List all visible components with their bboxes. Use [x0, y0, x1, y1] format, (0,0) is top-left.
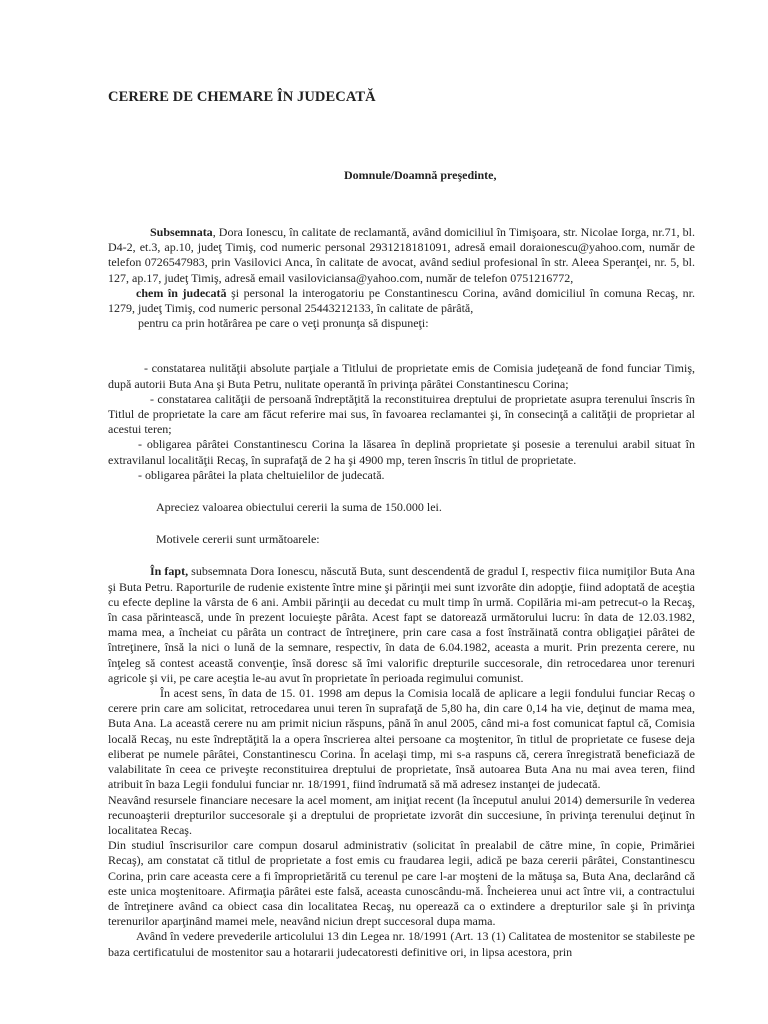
request-item: - constatarea calităţii de persoană îndreptăţită la reconstituirea dreptului de proprietate asupra terenului înscris în Titlul de proprietate la care am făcut referire mai sus, în favoarea reclamantei şi, în consecinţă a calităţii de proprietar al acestui teren; [108, 391, 695, 437]
subsemnata-label: Subsemnata [150, 225, 213, 239]
request-item: - constatarea nulităţii absolute parţiale a Titlului de proprietate emis de Comisia judeţeană de fond funciar Timiş, după autorii Buta Ana şi Buta Petru, nulitate operantă în privinţa pârâtei Constantinescu Corina; [108, 361, 695, 391]
defendant-details: şi personal la interogatoriu pe Constantinescu Corina, având domiciliul în comuna Recaş, nr. 1279, judeţ Timiş, cod numeric personal 25443212133, în calitate de pârâtă, [108, 285, 695, 316]
claimant-details: , Dora Ionescu, în calitate de reclamantă, având domiciliul în Timişoara, str. Nicolae Iorga, nr.71, bl. D4-2, et.3, ap.10, judeţ Timiş, cod numeric personal 2931218181091, adresă email doraionescu@yahoo.com, număr de telefon 0726547983, prin Vasilovici Anca, în calitate de avocat, având sediul profesional în str. Aleea Speranţei, nr. 5, bl. 127, ap.17, judeţ Timiş, adresă email vasiloviciansa@yahoo.com, număr de telefon 0751216772, [108, 225, 695, 285]
defendant-paragraph [108, 286, 695, 316]
value-statement: Apreciez valoarea obiectului cererii la suma de 150.000 lei. [156, 500, 442, 515]
body-paragraph: În acest sens, în data de 15. 01. 1998 am depus la Comisia locală de aplicare a legii fondului funciar Recaş o cerere prin care am solicitat, retrocedarea unui teren în suprafaţă de 5,80 ha, din care 0,14 ha vie, deţinut de mama mea, Buta Ana. La această cerere nu am primit niciun răspuns, până în anul 2005, când mi-a fost comunicat faptul că, Comisia locală Recaş, nu este îndreptăţită la a opera înscrierea altei persoane ca moştenitor, în titlul de proprietate ce fusese deja eliberat pe numele pârâtei, Constantinescu Corina. În acelaşi timp, mi s-a raspuns că, cerera înregistrată beneficiază de valabilitate în ceea ce priveşte reconstituirea dreptului de proprietate, însă autoarea Buta Ana nu mai avea teren, fiind atribuit în baza Legii fondului funciar nr. 18/1991, fiind îndrumată să mă adresez instanţei de judecată. [108, 686, 695, 792]
request-intro: pentru ca prin hotărârea pe care o veţi pronunţa să dispuneţi: [138, 316, 429, 331]
fact-text: subsemnata Dora Ionescu, născută Buta, sunt descendentă de gradul I, respectiv fiica numiţilor Buta Ana şi Buta Petru. Raporturile de rudenie existente între mine şi părinţii mei sunt izvorâte din adopţie, fiind adoptată de aceştia cu efecte depline la vârsta de 6 ani. Ambii părinţii au decedat cu mult timp în urmă. Copilăria mi-am petrecut-o la Recaş, în casa părintească, unde în prezent locuieşte pârâta. Acest fapt se datorează următorului lucru: în data de 12.03.1982, mama mea, a încheiat cu pârâta un contract de întreţinere, prin care casa a fost înstrăinată contra obligaţiei pârâtei de întreţinere, însă la nici o lună de la semnare, respectiv, în data de 6.04.1982, aceasta a murit. Prin prezenta cerere, nu înţeleg să contest această convenţie, însă doresc să îmi valorific drepturile succesorale, din retrocedarea unor terenuri agricole şi vii, pe care aceştia le-au avut în proprietate în perioada regimului comunist. [108, 564, 695, 685]
motives-intro: Motivele cererii sunt următoarele: [156, 532, 320, 547]
claimant-paragraph [108, 225, 695, 286]
salutation: Domnule/Doamnă preşedinte, [344, 168, 497, 182]
request-item: - obligarea pârâtei Constantinescu Corina la lăsarea în deplină proprietate şi posesie a terenului arabil situat în extravilanul localităţii Recaş, în suprafaţă de 2 ha şi 4900 mp, teren înscris în titlul de proprietate. [108, 437, 695, 467]
body-paragraph: Neavând resursele financiare necesare la acel moment, am iniţiat recent (la începutul anului 2014) demersurile în vederea recunoaşterii drepturilor succesorale şi a dreptului de proprietate izvorât din succesiune, în privinţa terenului deţinut în localitatea Recaş. [108, 792, 695, 837]
document-title: CERERE DE CHEMARE ÎN JUDECATĂ [108, 89, 376, 105]
body-paragraph: Din studiul înscrisurilor care compun dosarul administrativ (solicitat în prealabil de către mine, în copie, Primăriei Recaş), am constatat că titlul de proprietate a fost emis cu fraudarea legii, adică pe baza cererii pârâtei, Constantinescu Corina, prin care aceasta cere a fi împroprietărită cu terenul pe care l-ar moşteni de la mătuşa sa, Buta Ana, declarând că este unica moştenitoare. Afirmaţia pârâtei este falsă, aceasta cunoscându-mă. Încheierea unui act între vii, a contractului de întreţinere având ca obiect casa din localitatea Recaş, nu operează ca o extindere a drepturilor sale şi în privinţa terenurilor aparţinând mamei mele, neavând niciun drept succesoral dupa mama. [108, 838, 695, 929]
fact-paragraph [108, 564, 695, 686]
chem-label: chem în judecată [136, 285, 227, 300]
request-item: - obligarea pârâtei la plata cheltuielilor de judecată. [138, 467, 385, 482]
body-paragraph: Având în vedere prevederile articolului 13 din Legea nr. 18/1991 (Art. 13 (1) Calitatea de mostenitor se stabileste pe baza certificatului de mostenitor sau a hotararii judecatoresti definitive ori, in lipsa acestora, prin [108, 929, 695, 959]
document-body [108, 225, 695, 960]
fact-label: În fapt, [150, 564, 189, 579]
